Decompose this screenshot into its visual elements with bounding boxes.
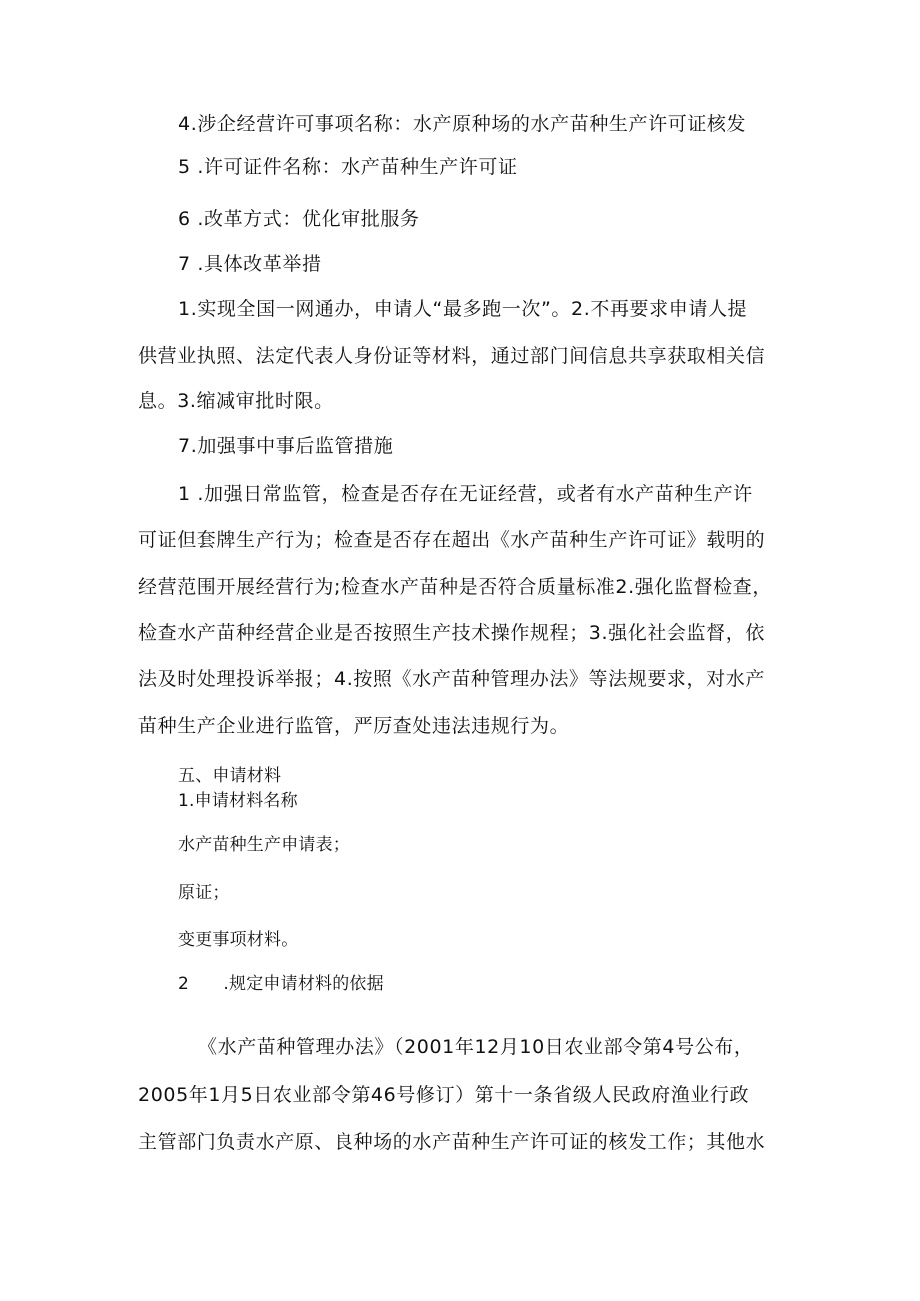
materials-name-heading: 1.申请材料名称 bbox=[178, 791, 298, 811]
basis-paragraph-line-2: 2005年1月5日农业部令第46号修订）第十一条省级人民政府渔业行政 bbox=[138, 1084, 750, 1106]
materials-basis-heading: 2 .规定申请材料的依据 bbox=[178, 974, 384, 994]
supervision-paragraph-line-3: 经营范围开展经营行为;检查水产苗种是否符合质量标准2.强化监督检查， bbox=[138, 576, 772, 598]
supervision-heading: 7.加强事中事后监管措施 bbox=[178, 435, 394, 457]
supervision-paragraph-line-4: 检查水产苗种经营企业是否按照生产技术操作规程；3.强化社会监督，依 bbox=[138, 622, 765, 644]
basis-paragraph-line-3: 主管部门负责水产原、良种场的水产苗种生产许可证的核发工作；其他水 bbox=[138, 1131, 766, 1153]
measures-paragraph-line-3: 息。3.缩减审批时限。 bbox=[138, 390, 334, 412]
supervision-paragraph-line-1: 1 .加强日常监管，检查是否存在无证经营，或者有水产苗种生产许 bbox=[178, 483, 753, 505]
item-5-certificate-name: 5 .许可证件名称：水产苗种生产许可证 bbox=[178, 156, 518, 178]
supervision-paragraph-line-5: 法及时处理投诉举报；4.按照《水产苗种管理办法》等法规要求，对水产 bbox=[138, 668, 765, 690]
item-6-reform-method: 6 .改革方式：优化审批服务 bbox=[178, 208, 420, 230]
material-item-change-materials: 变更事项材料。 bbox=[178, 930, 299, 950]
material-item-application-form: 水产苗种生产申请表； bbox=[178, 835, 350, 855]
supervision-paragraph-line-2: 可证但套牌生产行为；检查是否存在超出《水产苗种生产许可证》载明的 bbox=[138, 529, 766, 551]
item-7-reform-measures-heading: 7 .具体改革举措 bbox=[178, 253, 322, 275]
measures-paragraph-line-1: 1.实现全国一网通办，申请人“最多跑一次”。2.不再要求申请人提 bbox=[178, 298, 748, 320]
material-item-original-certificate: 原证； bbox=[178, 883, 230, 903]
supervision-paragraph-line-6: 苗种生产企业进行监管，严厉查处违法违规行为。 bbox=[138, 715, 570, 737]
item-4-license-name: 4.涉企经营许可事项名称：水产原种场的水产苗种生产许可证核发 bbox=[178, 113, 747, 135]
measures-paragraph-line-2: 供营业执照、法定代表人身份证等材料，通过部门间信息共享获取相关信 bbox=[138, 345, 766, 367]
basis-paragraph-line-1: 《水产苗种管理办法》（2001年12月10日农业部令第4号公布， bbox=[198, 1036, 754, 1058]
section-5-heading: 五、申请材料 bbox=[178, 766, 282, 786]
